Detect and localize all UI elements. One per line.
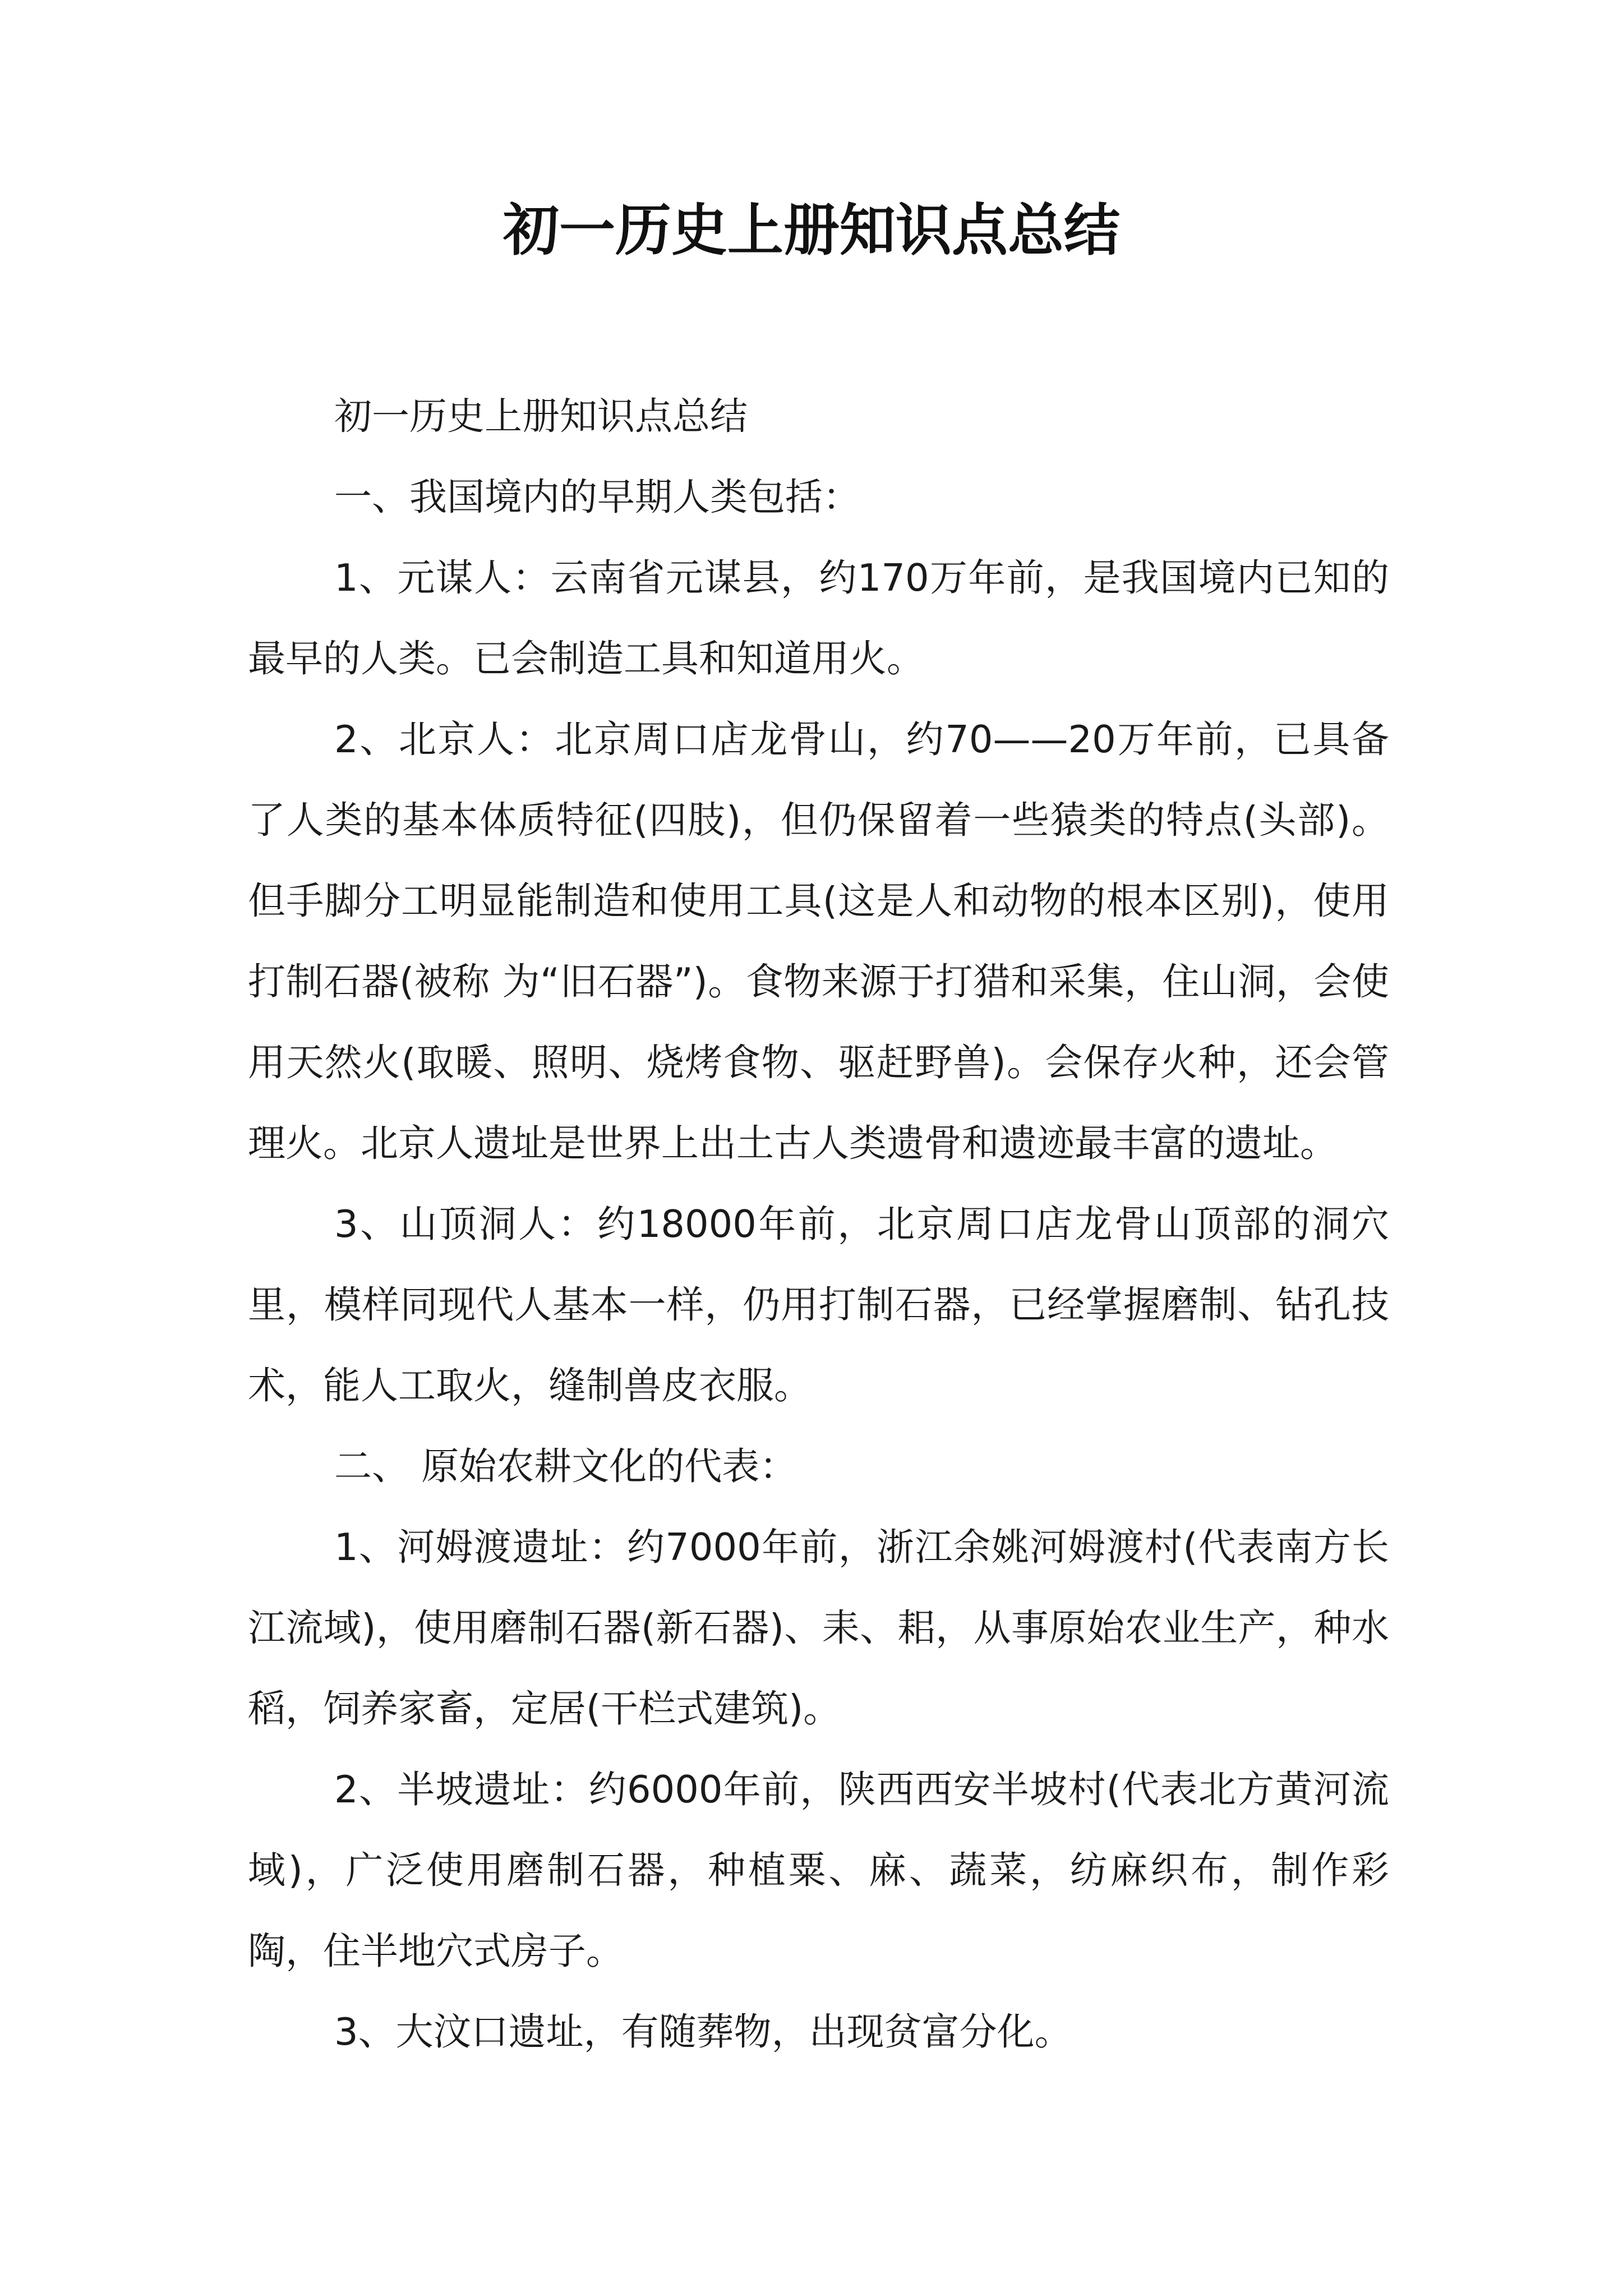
document-body [248,376,1389,2072]
paragraph-yuanmou: 1、元谋人：云南省元谋县，约170万年前，是我国境内已知的最早的人类。已会制造工具和知道用火。 [248,556,1389,680]
paragraph-subtitle: 初一历史上册知识点总结 [334,394,748,438]
paragraph-banpo: 2、半坡遗址：约6000年前，陕西西安半坡村(代表北方黄河流域)，广泛使用磨制石器，种植粟、麻、蔬菜，纺麻织布，制作彩陶，住半地穴式房子。 [248,1768,1389,1973]
paragraph-section-2-heading: 二、 原始农耕文化的代表： [334,1444,797,1488]
paragraph-upper-cave-man: 3、山顶洞人：约18000年前，北京周口店龙骨山顶部的洞穴里，模样同现代人基本一样，仍用打制石器，已经掌握磨制、钻孔技术，能人工取火，缝制兽皮衣服。 [248,1202,1389,1407]
paragraph-dawenkou: 3、大汶口遗址，有随葬物，出现贫富分化。 [334,2010,1072,2054]
paragraph-hemudu: 1、河姆渡遗址：约7000年前，浙江余姚河姆渡村(代表南方长江流域)，使用磨制石器(新石器)、耒、耜，从事原始农业生产，种水稻，饲养家畜，定居(干栏式建筑)。 [248,1525,1389,1731]
paragraph-section-1-heading: 一、我国境内的早期人类包括： [334,475,860,519]
document-title: 初一历史上册知识点总结 [503,197,1120,263]
paragraph-beijing-man: 2、北京人：北京周口店龙骨山，约70——20万年前，已具备了人类的基本体质特征(四肢)，但仍保留着一些猿类的特点(头部)。但手脚分工明显能制造和使用工具(这是人和动物的根本区别)，使用打制石器(被称 为“旧石器”)。食物来源于打猎和采集，住山洞，会使用天然火(取暖、照明、烧烤食物、驱赶野兽)。会保存火种，还会管理火。北京人遗址是世界上出土古人类遗骨和遗迹最丰富的遗址。 [248,717,1389,1165]
